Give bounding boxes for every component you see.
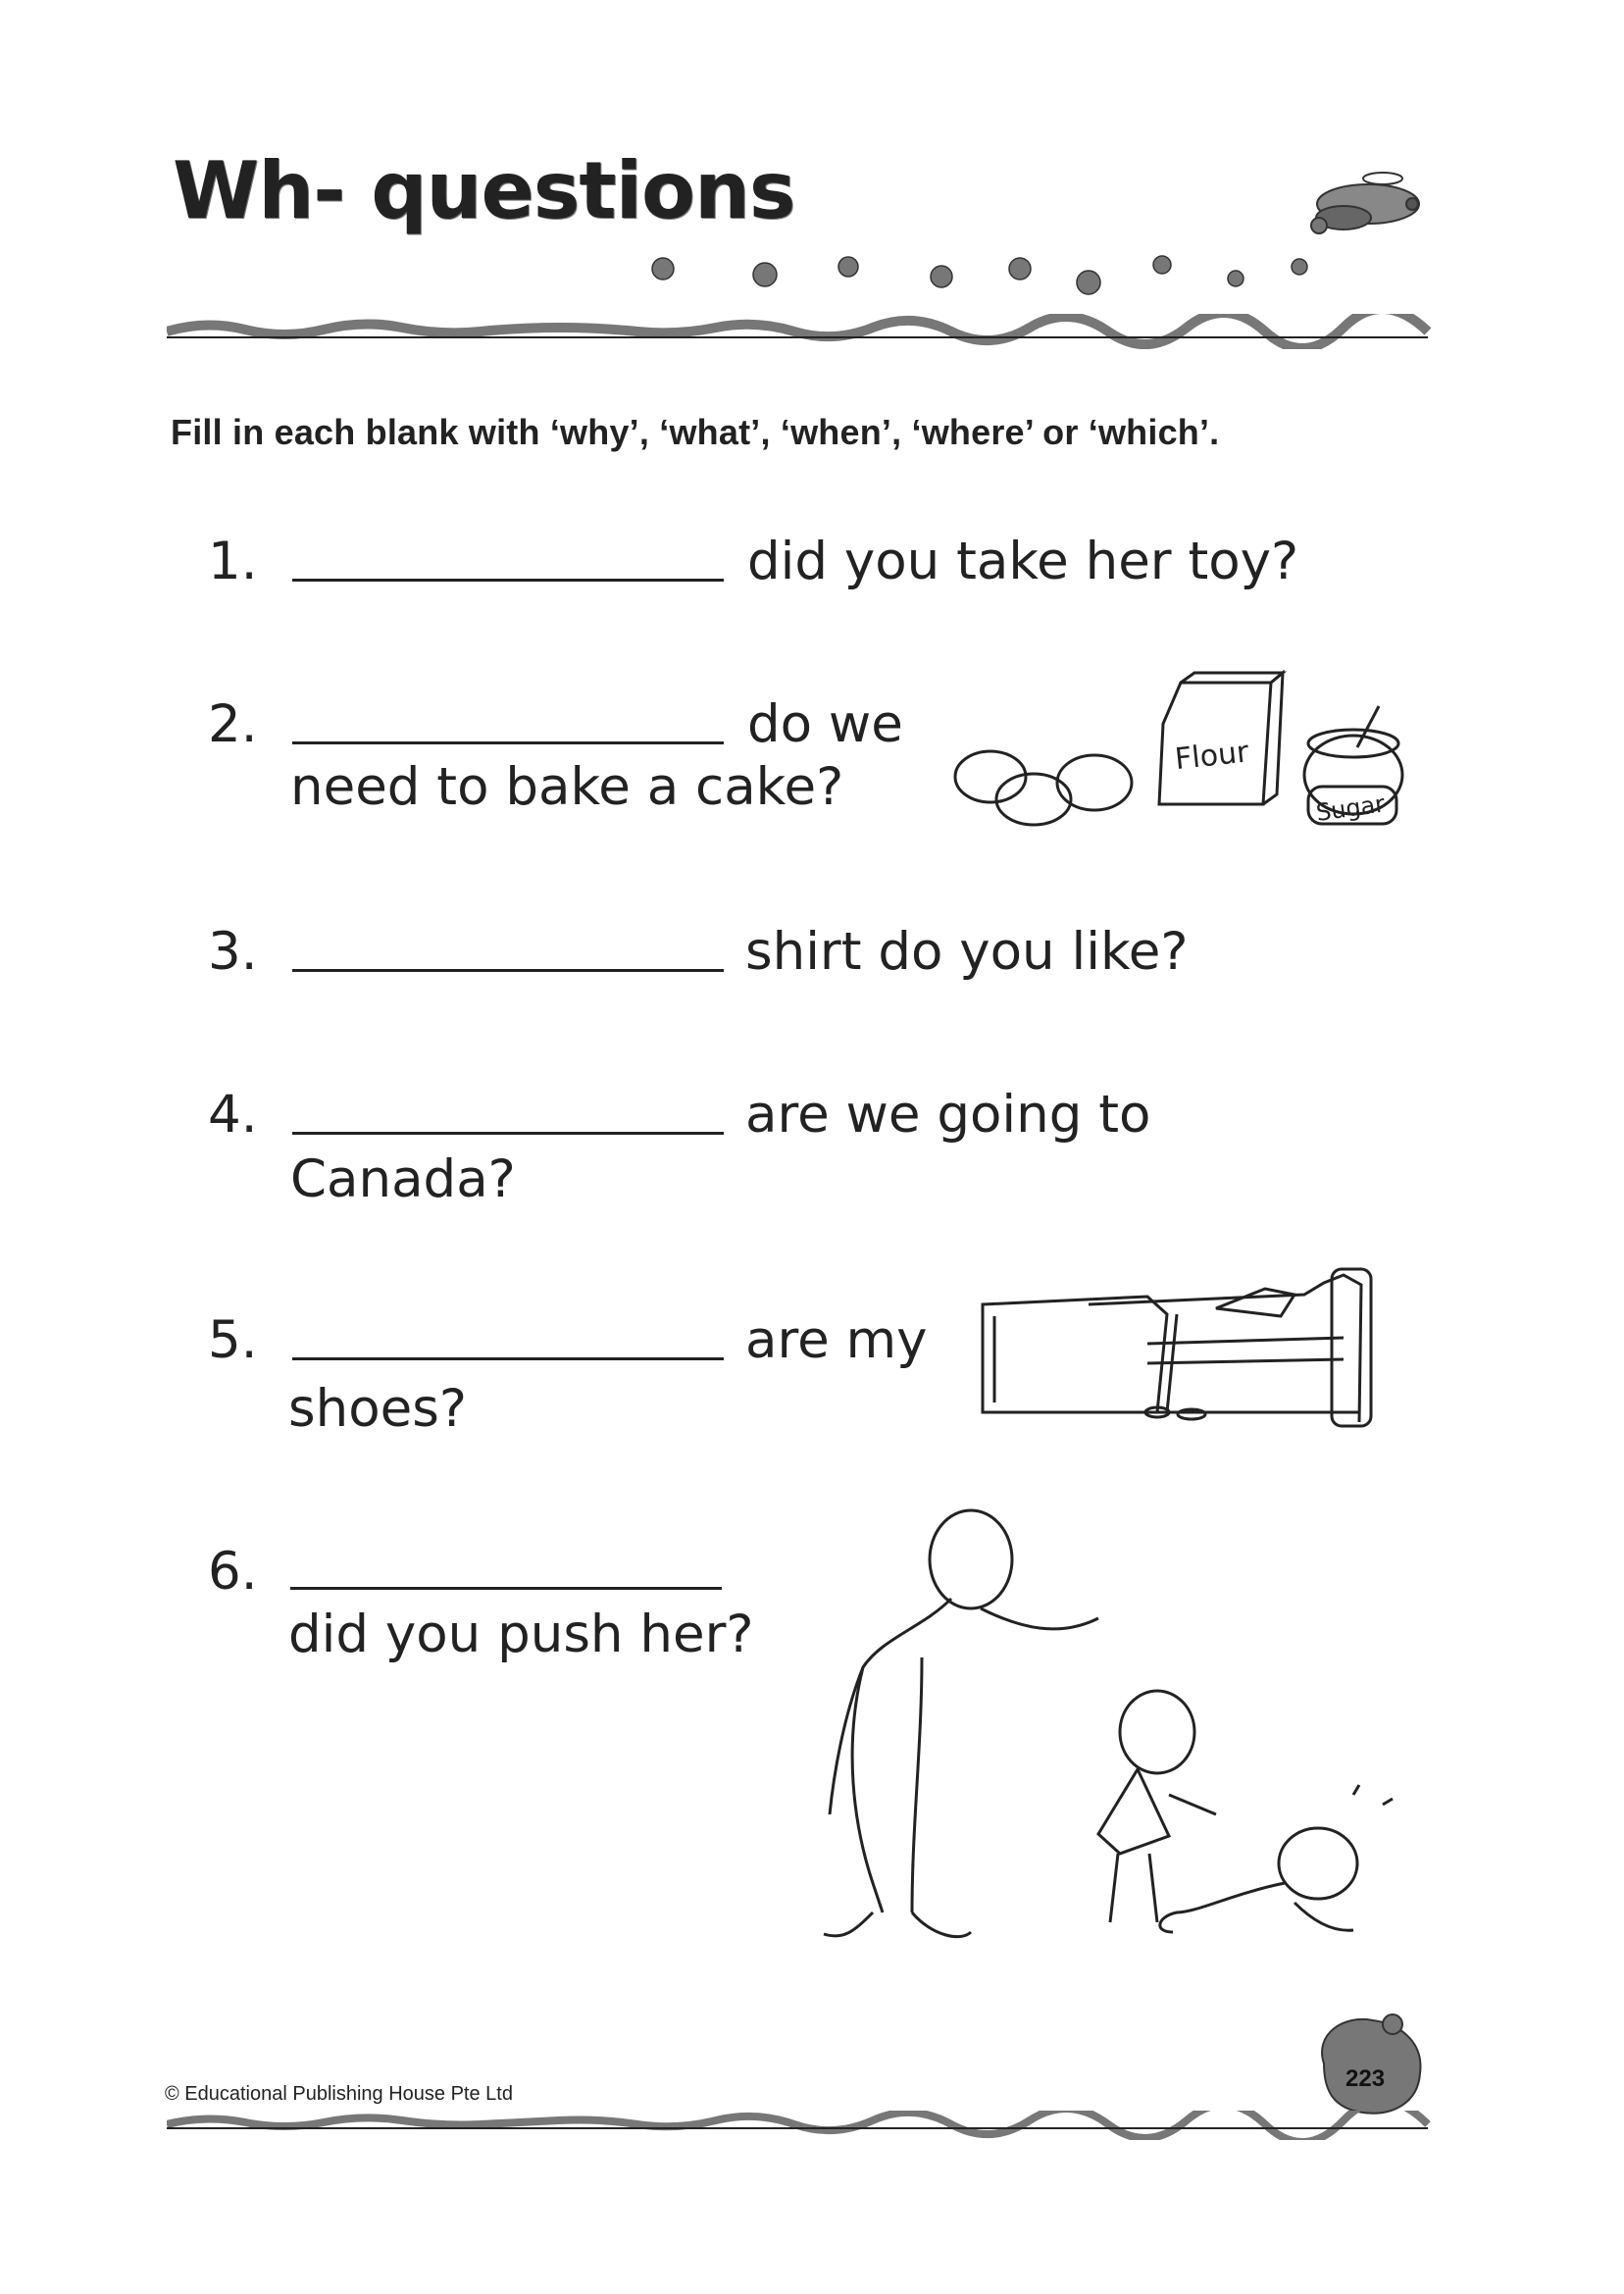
question-1-blank[interactable]: [292, 579, 724, 582]
baking-ingredients-illustration: [949, 667, 1420, 863]
question-3-blank[interactable]: [292, 969, 724, 972]
question-4-text: are we going to: [745, 1085, 1151, 1145]
question-4-number: 4.: [208, 1085, 258, 1145]
question-5-number: 5.: [208, 1310, 258, 1370]
question-5-blank[interactable]: [292, 1357, 724, 1360]
top-divider: [167, 314, 1432, 349]
question-2-number: 2.: [208, 694, 258, 754]
page-title: Wh- questions: [173, 145, 795, 236]
bed-illustration: [971, 1265, 1383, 1442]
question-6-number: 6.: [208, 1542, 258, 1602]
instruction-text: Fill in each blank with ‘why’, ‘what’, ‘when’, ‘where’ or ‘which’.: [171, 412, 1220, 452]
question-6-text: did you push her?: [288, 1605, 754, 1664]
airplane-trail-decoration: [628, 157, 1442, 333]
bottom-divider: [167, 2111, 1432, 2140]
question-2-text-continued: need to bake a cake?: [290, 757, 844, 817]
question-4-text-continued: Canada?: [290, 1149, 516, 1209]
page-number-badge: [1304, 2005, 1432, 2122]
question-4-blank[interactable]: [292, 1132, 724, 1135]
question-5-text-continued: shoes?: [288, 1379, 467, 1439]
flour-label: Flour: [1173, 735, 1250, 778]
page-number: 223: [1345, 2065, 1386, 2092]
copyright-text: © Educational Publishing House Pte Ltd: [165, 2083, 513, 2105]
question-2-blank[interactable]: [292, 741, 724, 744]
question-1-number: 1.: [208, 532, 258, 591]
sugar-label: Sugar: [1314, 790, 1387, 827]
question-2-text: do we: [747, 694, 903, 754]
question-3-number: 3.: [208, 922, 258, 982]
airplane-icon: [1311, 173, 1419, 233]
question-3-text: shirt do you like?: [745, 922, 1189, 982]
question-5-text: are my: [745, 1310, 928, 1370]
question-6-blank[interactable]: [290, 1587, 722, 1590]
mother-and-children-illustration: [804, 1501, 1432, 1971]
question-1-text: did you take her toy?: [747, 532, 1299, 591]
